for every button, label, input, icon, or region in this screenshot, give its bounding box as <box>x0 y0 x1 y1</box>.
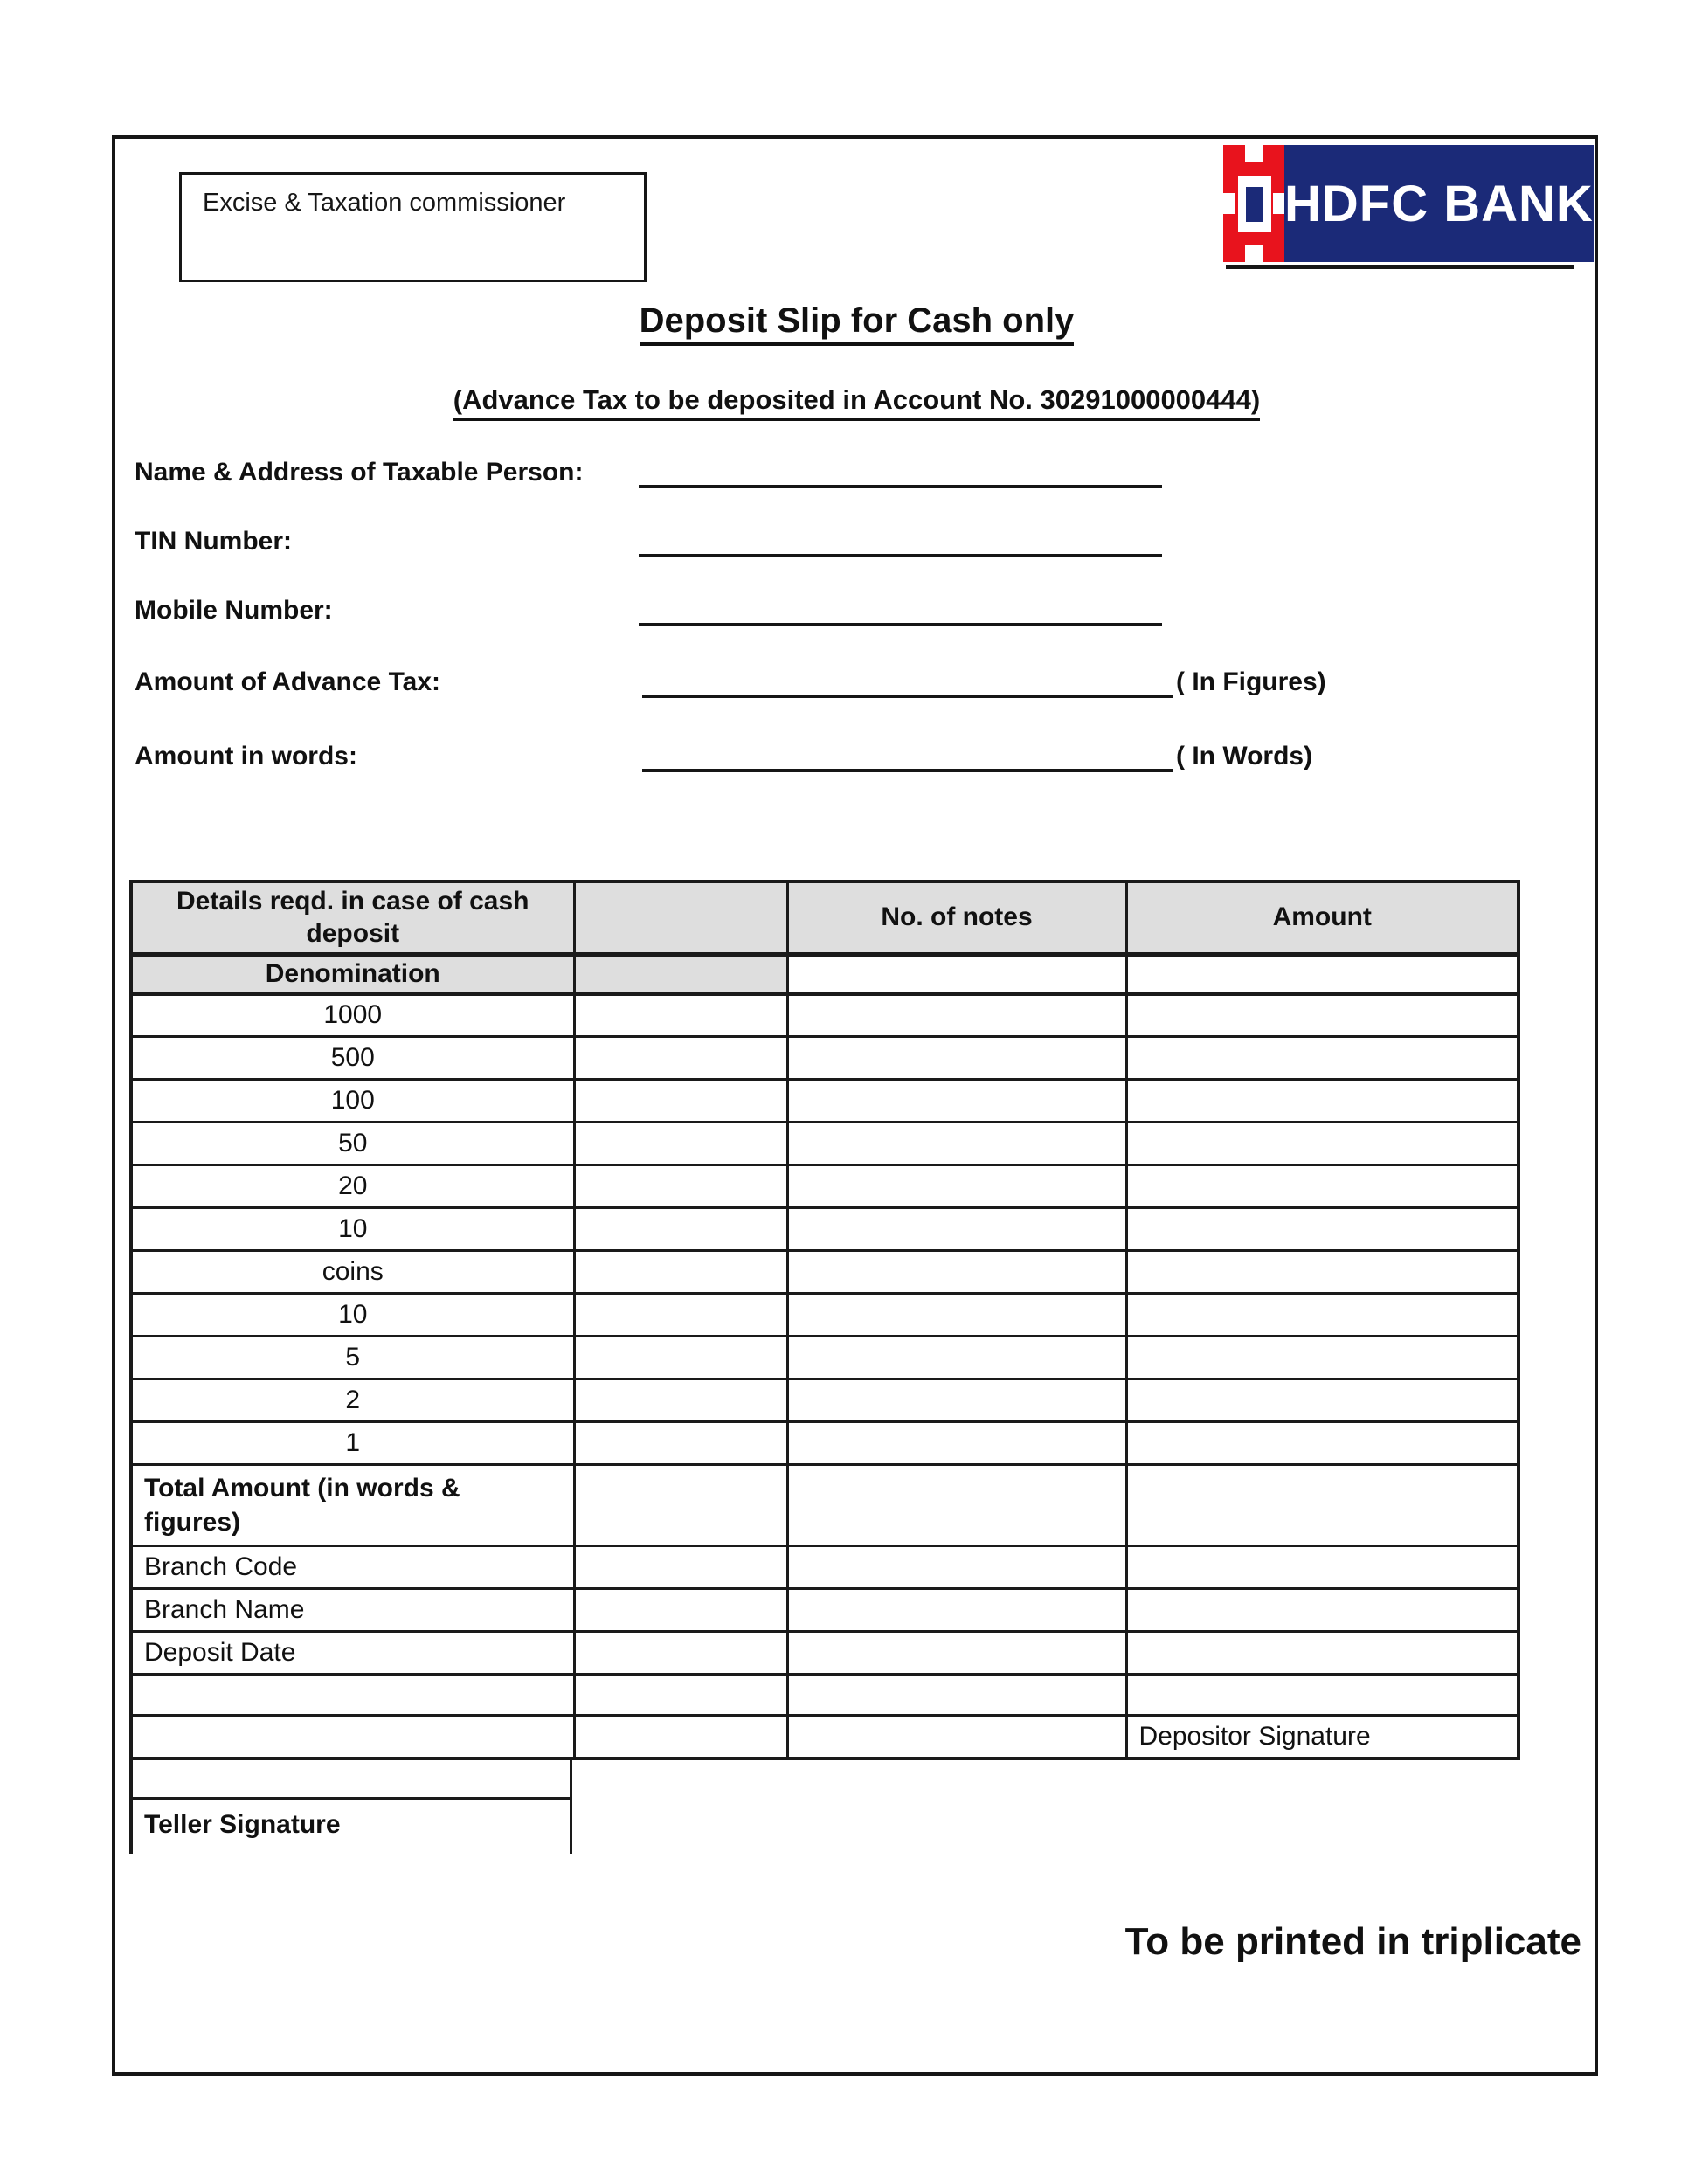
cell-blank[interactable] <box>787 1715 1126 1759</box>
cell-blank[interactable] <box>1126 1545 1519 1588</box>
notes-cell[interactable] <box>787 1336 1126 1379</box>
amount-in-words-label: Amount in words: <box>135 742 357 771</box>
amount-cell[interactable] <box>1126 1336 1519 1379</box>
denomination-value: 100 <box>131 1079 574 1122</box>
amount-cell[interactable] <box>1126 1036 1519 1079</box>
notes-cell[interactable] <box>787 1036 1126 1079</box>
page-title-text: Deposit Slip for Cash only <box>640 301 1075 346</box>
advance-tax-amount-label: Amount of Advance Tax: <box>135 667 441 696</box>
header-details <box>131 881 574 954</box>
in-figures-suffix: ( In Figures) <box>1176 667 1326 696</box>
deposit-date-row <box>131 1631 1519 1674</box>
denomination-value: 5 <box>131 1336 574 1379</box>
denomination-row-100 <box>131 1079 1519 1122</box>
mobile-number-label: Mobile Number: <box>135 596 333 625</box>
bank-name: HDFC BANK <box>1284 145 1594 262</box>
denomination-value: 50 <box>131 1122 574 1165</box>
in-words-suffix: ( In Words) <box>1176 742 1313 771</box>
cell-blank[interactable] <box>131 1674 574 1715</box>
denomination-value: 1 <box>131 1421 574 1464</box>
cell-blank[interactable] <box>574 993 787 1036</box>
footer-note: To be printed in triplicate <box>1124 1920 1581 1963</box>
logo-tab-bottom <box>1245 245 1263 262</box>
logo-underline <box>1226 265 1574 269</box>
total-amount-label-cell <box>131 1464 574 1545</box>
amount-cell[interactable] <box>1126 993 1519 1036</box>
cell-blank[interactable] <box>787 1588 1126 1631</box>
cell-blank[interactable] <box>574 1293 787 1336</box>
cell-blank[interactable] <box>574 1379 787 1421</box>
total-amount-row <box>131 1464 1519 1545</box>
denomination-value: 2 <box>131 1379 574 1421</box>
teller-empty-cell[interactable] <box>129 1758 572 1800</box>
cell-blank[interactable] <box>574 1207 787 1250</box>
denomination-header-row <box>131 954 1519 993</box>
branch-name-label: Branch Name <box>131 1588 574 1631</box>
amount-cell[interactable] <box>1126 1421 1519 1464</box>
cell-blank[interactable] <box>787 954 1126 993</box>
page-title <box>112 301 1602 341</box>
notes-cell[interactable] <box>787 1165 1126 1207</box>
depositor-signature-label: Depositor Signature <box>1126 1715 1519 1759</box>
denomination-value: 10 <box>131 1207 574 1250</box>
logo-tab-top <box>1245 145 1263 162</box>
name-address-label: Name & Address of Taxable Person: <box>135 458 584 487</box>
cell-blank[interactable] <box>1126 1631 1519 1674</box>
notes-cell[interactable] <box>787 1250 1126 1293</box>
cell-blank[interactable] <box>787 1674 1126 1715</box>
cash-deposit-table <box>129 880 1520 1760</box>
branch-code-label: Branch Code <box>131 1545 574 1588</box>
amount-cell[interactable] <box>1126 1293 1519 1336</box>
deposit-date-label: Deposit Date <box>131 1631 574 1674</box>
notes-cell[interactable] <box>787 1293 1126 1336</box>
depositor-signature-row <box>131 1715 1519 1759</box>
hdfc-bank-logo <box>1223 145 1594 262</box>
amount-cell[interactable] <box>1126 1379 1519 1421</box>
issuer-box <box>179 172 647 282</box>
cell-blank[interactable] <box>574 1165 787 1207</box>
cell-blank[interactable] <box>574 1631 787 1674</box>
total-amount-label: Total Amount (in words & figures) <box>144 1473 460 1537</box>
issuer-label: Excise & Taxation commissioner <box>203 189 566 217</box>
teller-signature-cell <box>129 1800 572 1854</box>
cell-blank[interactable] <box>574 1588 787 1631</box>
logo-inner-blue <box>1246 187 1263 222</box>
amount-cell[interactable] <box>1126 1122 1519 1165</box>
cell-blank[interactable] <box>787 1545 1126 1588</box>
amount-cell[interactable] <box>1126 1079 1519 1122</box>
header-no-of-notes: No. of notes <box>787 881 1126 954</box>
notes-cell[interactable] <box>787 1379 1126 1421</box>
denomination-value: 500 <box>131 1036 574 1079</box>
denomination-row-1000 <box>131 993 1519 1036</box>
table-header-row <box>131 881 1519 954</box>
tin-number-input-line[interactable] <box>639 554 1162 557</box>
mobile-number-input-line[interactable] <box>639 623 1162 626</box>
amount-cell[interactable] <box>1126 1250 1519 1293</box>
cell-blank[interactable] <box>574 1421 787 1464</box>
cell-blank[interactable] <box>574 1079 787 1122</box>
name-address-input-line[interactable] <box>639 485 1162 488</box>
branch-code-row <box>131 1545 1519 1588</box>
notes-cell[interactable] <box>787 1079 1126 1122</box>
cell-blank[interactable] <box>574 1674 787 1715</box>
amount-cell[interactable] <box>1126 1207 1519 1250</box>
tin-number-label: TIN Number: <box>135 527 292 556</box>
denomination-row-50 <box>131 1122 1519 1165</box>
cell-blank[interactable] <box>1126 954 1519 993</box>
cell-blank[interactable] <box>787 1631 1126 1674</box>
denomination-row-coin-10 <box>131 1293 1519 1336</box>
denomination-header: Denomination <box>131 954 574 993</box>
cell-blank[interactable] <box>574 1715 787 1759</box>
denomination-value: 10 <box>131 1293 574 1336</box>
cell-blank[interactable] <box>1126 1588 1519 1631</box>
denomination-row-coin-1 <box>131 1421 1519 1464</box>
cell-blank[interactable] <box>131 1715 574 1759</box>
header-amount: Amount <box>1126 881 1519 954</box>
denomination-row-20 <box>131 1165 1519 1207</box>
logo-tab-left <box>1223 193 1235 214</box>
amount-in-words-input-line[interactable] <box>642 769 1173 772</box>
denomination-row-10 <box>131 1207 1519 1250</box>
cell-blank[interactable] <box>574 1336 787 1379</box>
hdfc-house-icon <box>1223 145 1284 262</box>
advance-tax-amount-input-line[interactable] <box>642 695 1173 698</box>
denomination-row-coin-2 <box>131 1379 1519 1421</box>
cell-blank[interactable] <box>574 1250 787 1293</box>
branch-name-row <box>131 1588 1519 1631</box>
notes-cell[interactable] <box>787 1207 1126 1250</box>
cell-blank[interactable] <box>574 1464 787 1545</box>
notes-cell[interactable] <box>787 1421 1126 1464</box>
denomination-value: 20 <box>131 1165 574 1207</box>
header-details-text: Details reqd. in case of cash deposit <box>176 886 529 949</box>
cell-blank[interactable] <box>787 1464 1126 1545</box>
teller-signature-label: Teller Signature <box>144 1810 341 1839</box>
denomination-row-500 <box>131 1036 1519 1079</box>
denomination-value: coins <box>131 1250 574 1293</box>
denomination-row-coin-5 <box>131 1336 1519 1379</box>
cell-blank[interactable] <box>574 1036 787 1079</box>
page-subtitle <box>112 384 1602 416</box>
denomination-row-coins <box>131 1250 1519 1293</box>
cell-blank[interactable] <box>574 1122 787 1165</box>
cell-blank[interactable] <box>1126 1674 1519 1715</box>
empty-row <box>131 1674 1519 1715</box>
page-subtitle-text: (Advance Tax to be deposited in Account No. 30291000000444) <box>453 384 1260 421</box>
logo-tab-right <box>1273 193 1284 214</box>
cell-blank[interactable] <box>574 1545 787 1588</box>
notes-cell[interactable] <box>787 1122 1126 1165</box>
denomination-value: 1000 <box>131 993 574 1036</box>
denomination-header-blank <box>574 954 787 993</box>
cell-blank[interactable] <box>1126 1464 1519 1545</box>
amount-cell[interactable] <box>1126 1165 1519 1207</box>
header-blank <box>574 881 787 954</box>
notes-cell[interactable] <box>787 993 1126 1036</box>
